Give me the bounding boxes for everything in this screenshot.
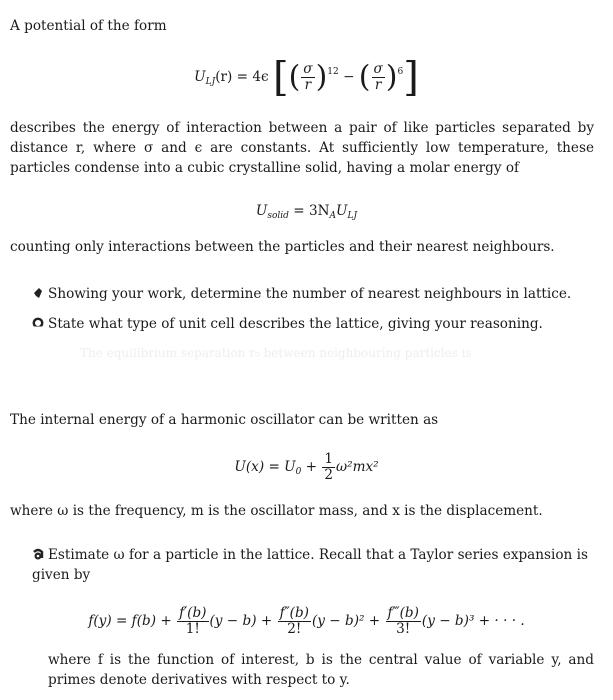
paragraph-harmonic-oscillator: The internal energy of a harmonic oscillator can be written as	[10, 412, 439, 428]
intro-text: A potential of the form	[10, 18, 167, 34]
faded-text: The equilibrium separation r₀ between neighbouring particles is	[80, 346, 472, 360]
paragraph-definitions: where ω is the frequency, m is the oscillator mass, and x is the displacement.	[10, 503, 543, 519]
question-item-2: State what type of unit cell describes the lattice, giving your reasoning.	[32, 314, 594, 334]
bullet-a-icon	[32, 548, 44, 560]
harmonic-energy-equation: $U(x) = U_0$ + $\frac{1}{2}$ ω²mx²	[234, 451, 379, 483]
paragraph-nearest-neighbours: counting only interactions between the particles and their nearest neighbours.	[10, 239, 555, 255]
taylor-series-equation: f(y) = f(b) + $\frac{f'(b)}{1!}$ (y − b) + $\frac{f''(b)}{2!}$ (y − b)² + $\frac{f‴(b)}{3!}$ (y − b)³ + · · · .	[88, 605, 525, 637]
paragraph-description: describes the energy of interaction between a pair of like particles separated by distance r, where σ and ϵ are constants. At sufficiently low temperature, these particles condense into a cubic crystalline solid, having a molar energy of	[10, 120, 594, 176]
paragraph-taylor-definitions: where f is the function of interest, b is the central value of variable y, and primes denote derivatives with respect to y.	[48, 652, 594, 688]
question-item-1: Showing your work, determine the number of nearest neighbours in lattice.	[32, 284, 594, 304]
solid-energy-equation: $U_{solid} = 3N_AU_{LJ}$	[255, 203, 358, 221]
question-item-3: Estimate ω for a particle in the lattice. Recall that a Taylor series expansion is given by	[32, 547, 588, 583]
bullet-c-icon	[32, 317, 44, 329]
bullet-b-icon	[32, 287, 44, 299]
lennard-jones-equation: $U_{LJ}(r) = 4\epsilon$ [( $\frac{\sigma}{r}$ )$^{12}$ − ( $\frac{\sigma}{r}$ )$^6$]	[194, 54, 419, 101]
